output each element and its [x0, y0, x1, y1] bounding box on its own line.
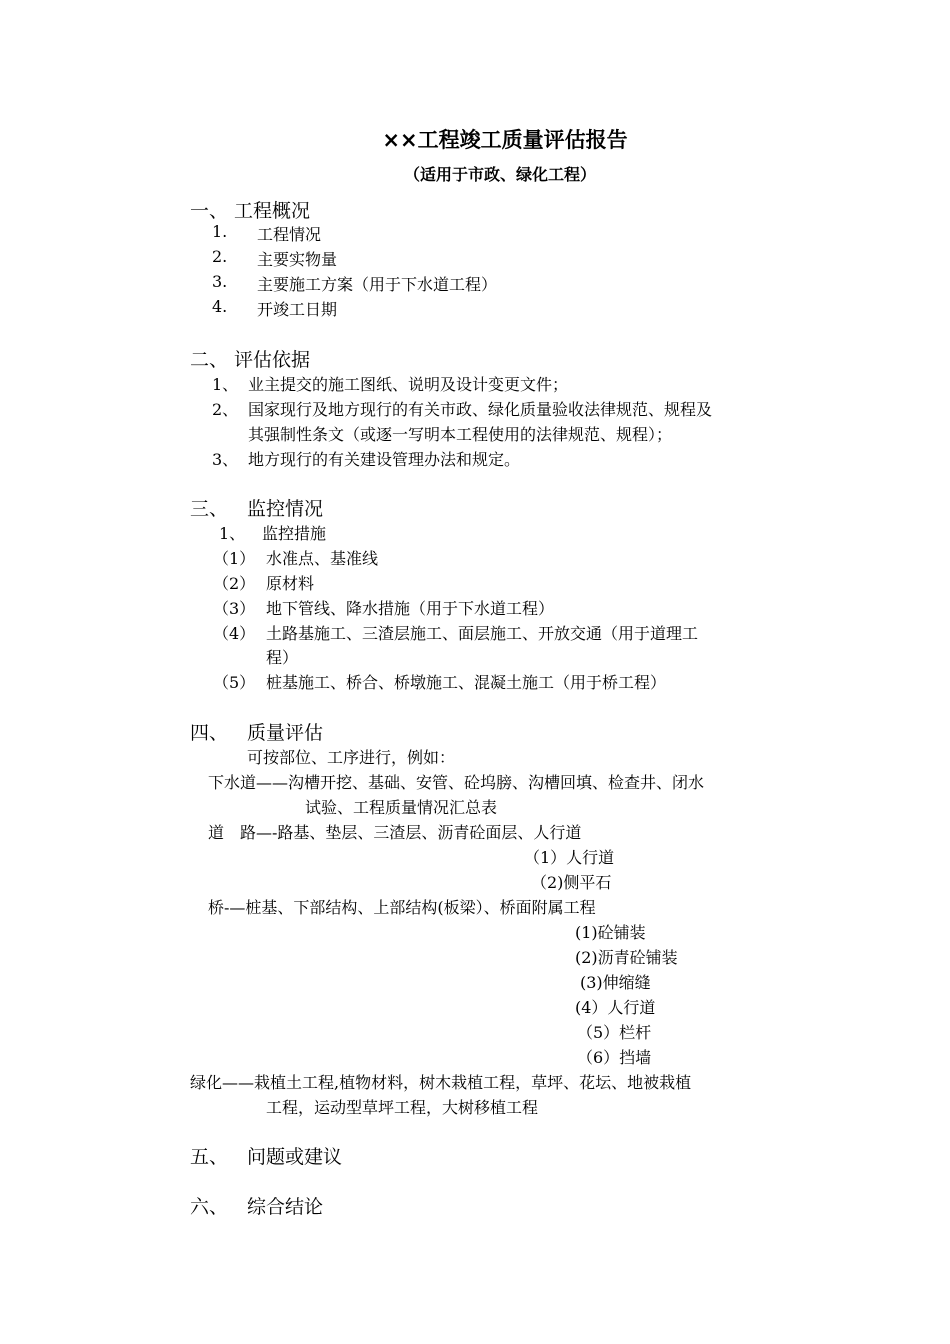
s4-green-line-1: 绿化——栽植土工程,植物材料，树木栽植工程，草坪、花坛、地被栽植: [190, 1073, 692, 1092]
s2-item-1-line-1: 业主提交的施工图纸、说明及设计变更文件；: [248, 375, 569, 394]
section-6-heading: 综合结论: [247, 1196, 324, 1218]
section-6-num: 六、: [190, 1196, 229, 1218]
s4-sewer-line-1: 下水道——沟槽开挖、基础、安管、砼坞膀、沟槽回填、检查井、闭水: [208, 773, 705, 792]
s4-bridge-item-3: (3)伸缩缝: [580, 973, 651, 992]
section-1-heading: 一、 工程概况: [190, 200, 311, 222]
section-4-heading: 质量评估: [247, 722, 324, 744]
s4-road: 道 路—-路基、垫层、三渣层、沥青砼面层、人行道: [208, 823, 582, 842]
s3-item-4-num: （4）: [213, 624, 256, 643]
s1-item-4-num: 4.: [212, 297, 228, 316]
s3-item-3-line-1: 地下管线、降水措施（用于下水道工程）: [266, 599, 555, 618]
s3-item-5-line-1: 桩基施工、桥合、桥墩施工、混凝土施工（用于桥工程）: [266, 673, 667, 692]
s2-item-1-num: 1、: [212, 375, 239, 394]
s3-sub-text: 监控措施: [262, 524, 327, 543]
s4-intro: 可按部位、工序进行，例如：: [247, 748, 456, 767]
s3-sub-num: 1、: [219, 524, 246, 543]
s4-bridge: 桥-—桩基、下部结构、上部结构(板梁）、桥面附属工程: [208, 898, 596, 917]
s4-bridge-item-2: (2)沥青砼铺装: [575, 948, 678, 967]
s4-road-item-2: （2)侧平石: [531, 873, 612, 892]
s3-item-4-line-2: 程）: [266, 648, 299, 667]
s4-green-line-2: 工程，运动型草坪工程，大树移植工程: [266, 1098, 539, 1117]
s4-bridge-item-6: （6）挡墙: [577, 1048, 652, 1067]
s3-item-2-num: （2）: [213, 574, 256, 593]
s4-bridge-item-5: （5）栏杆: [577, 1023, 652, 1042]
s3-item-1-num: （1）: [213, 549, 256, 568]
s4-road-item-1: （1）人行道: [524, 848, 615, 867]
s3-item-1-line-1: 水准点、基准线: [266, 549, 379, 568]
section-3-heading: 监控情况: [247, 498, 324, 520]
s1-item-3-num: 3.: [212, 272, 228, 291]
section-3-num: 三、: [190, 498, 229, 520]
s3-item-5-num: （5）: [213, 673, 256, 692]
section-5-heading: 问题或建议: [247, 1146, 343, 1168]
s1-item-1-text: 工程情况: [257, 225, 322, 244]
s1-item-2-text: 主要实物量: [257, 250, 338, 269]
s2-item-2-num: 2、: [212, 400, 239, 419]
s2-item-3-line-1: 地方现行的有关建设管理办法和规定。: [248, 450, 521, 469]
s4-sewer-line-2: 试验、工程质量情况汇总表: [305, 798, 498, 817]
section-4-num: 四、: [190, 722, 229, 744]
s1-item-4-text: 开竣工日期: [257, 300, 338, 319]
s1-item-3-text: 主要施工方案（用于下水道工程）: [257, 275, 498, 294]
s1-item-2-num: 2.: [212, 247, 228, 266]
s3-item-2-line-1: 原材料: [266, 574, 315, 593]
section-2-heading: 二、 评估依据: [190, 349, 311, 371]
s2-item-3-num: 3、: [212, 450, 239, 469]
report-subtitle: （适用于市政、绿化工程）: [403, 165, 596, 184]
s1-item-1-num: 1.: [212, 222, 228, 241]
s3-item-3-num: （3）: [213, 599, 256, 618]
s4-bridge-item-1: (1)砼铺装: [575, 923, 646, 942]
report-title: ××工程竣工质量评估报告: [382, 128, 628, 152]
s2-item-2-line-1: 国家现行及地方现行的有关市政、绿化质量验收法律规范、规程及: [248, 400, 713, 419]
section-5-num: 五、: [190, 1146, 229, 1168]
s4-bridge-item-4: (4）人行道: [575, 998, 656, 1017]
s2-item-2-line-2: 其强制性条文（或逐一写明本工程使用的法律规范、规程）；: [248, 425, 673, 444]
s3-item-4-line-1: 土路基施工、三渣层施工、面层施工、开放交通（用于道理工: [266, 624, 699, 643]
